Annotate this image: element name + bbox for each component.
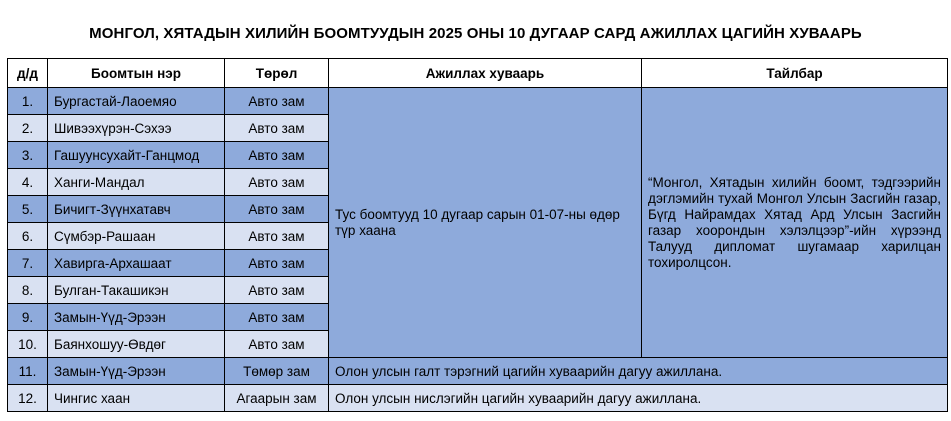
table-row bbox=[8, 358, 948, 385]
row-num: 2. bbox=[8, 115, 48, 142]
row-name: Хавирга-Архашаат bbox=[48, 250, 225, 277]
page-title: МОНГОЛ, ХЯТАДЫН ХИЛИЙН БООМТУУДЫН 2025 ОНЫ 10 ДУГААР САРД АЖИЛЛАХ ЦАГИЙН ХУВААРЬ bbox=[89, 25, 862, 42]
row-name: Сүмбэр-Рашаан bbox=[48, 223, 225, 250]
row-type: Авто зам bbox=[225, 304, 329, 331]
table-header-row bbox=[8, 59, 948, 88]
row-num: 5. bbox=[8, 196, 48, 223]
row-name: Бичигт-Зүүнхатавч bbox=[48, 196, 225, 223]
row-num: 8. bbox=[8, 277, 48, 304]
row-name: Замын-Үүд-Эрээн bbox=[48, 304, 225, 331]
row-num: 3. bbox=[8, 142, 48, 169]
row-name: Замын-Үүд-Эрээн bbox=[48, 358, 225, 385]
header-schedule: Ажиллах хуваарь bbox=[329, 59, 642, 88]
row-name: Булган-Такашикэн bbox=[48, 277, 225, 304]
row-schedule: Олон улсын нислэгийн цагийн хуваарийн дагуу ажиллана. bbox=[329, 385, 948, 412]
row-type: Авто зам bbox=[225, 223, 329, 250]
row-name: Чингис хаан bbox=[48, 385, 225, 412]
row-num: 1. bbox=[8, 88, 48, 115]
header-num: д/д bbox=[8, 59, 48, 88]
table-row bbox=[8, 385, 948, 412]
row-type: Агаарын зам bbox=[225, 385, 329, 412]
row-type: Авто зам bbox=[225, 331, 329, 358]
merged-note-cell: “Монгол, Хятадын хилийн боомт, тэдгээрийн дэглэмийн тухай Монгол Улсын Засгийн газар, Бүгд Найрамдах Хятад Ард Улсын Засгийн газар хоорондын хэлэлцээр”-ийн хүрээнд Талууд дипломат шугамаар харилцан тохиролцсон. bbox=[642, 88, 948, 358]
row-num: 12. bbox=[8, 385, 48, 412]
row-schedule: Олон улсын галт тэрэгний цагийн хуваарийн дагуу ажиллана. bbox=[329, 358, 948, 385]
header-name: Боомтын нэр bbox=[48, 59, 225, 88]
row-type: Авто зам bbox=[225, 88, 329, 115]
row-name: Шивээхүрэн-Сэхээ bbox=[48, 115, 225, 142]
table-row bbox=[8, 88, 948, 115]
row-num: 4. bbox=[8, 169, 48, 196]
header-note: Тайлбар bbox=[642, 59, 948, 88]
row-type: Авто зам bbox=[225, 250, 329, 277]
row-num: 7. bbox=[8, 250, 48, 277]
row-name: Баянхошуу-Өвдөг bbox=[48, 331, 225, 358]
row-num: 6. bbox=[8, 223, 48, 250]
row-num: 11. bbox=[8, 358, 48, 385]
row-type: Төмөр зам bbox=[225, 358, 329, 385]
row-num: 9. bbox=[8, 304, 48, 331]
schedule-table bbox=[7, 58, 948, 412]
row-name: Гашуунсухайт-Ганцмод bbox=[48, 142, 225, 169]
row-name: Ханги-Мандал bbox=[48, 169, 225, 196]
row-type: Авто зам bbox=[225, 169, 329, 196]
row-num: 10. bbox=[8, 331, 48, 358]
row-type: Авто зам bbox=[225, 142, 329, 169]
merged-schedule-cell: Тус боомтууд 10 дугаар сарын 01-07-ны өдөр түр хаана bbox=[329, 88, 642, 358]
row-type: Авто зам bbox=[225, 277, 329, 304]
row-type: Авто зам bbox=[225, 115, 329, 142]
row-name: Бургастай-Лаоемяо bbox=[48, 88, 225, 115]
row-type: Авто зам bbox=[225, 196, 329, 223]
header-type: Төрөл bbox=[225, 59, 329, 88]
